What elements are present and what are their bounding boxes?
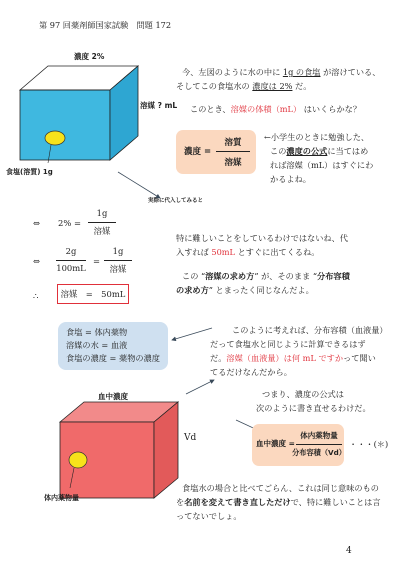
para4-line-2: 次のように書き直せるわけだ。	[256, 403, 371, 413]
calc-eq2-equals: =	[93, 256, 101, 266]
calc-symbol-1: ⇔	[33, 218, 41, 228]
vd-formula-box: 血中濃度 = 体内薬物量 分布容積（Vd）	[252, 424, 344, 466]
para3-line-4: てるだけなんだから。	[210, 367, 292, 377]
arrow-to-substitute	[118, 172, 160, 198]
calc-answer-box: 溶媒 = 50mL	[57, 284, 129, 304]
para2-line-2: 入すれば 50mL とすぐに出てくるね。	[176, 247, 320, 257]
page-number: 4	[346, 546, 352, 556]
calc-eq2-denominator-right: 溶媒	[109, 264, 127, 274]
analogy-line-2: 溶媒の水 = 血液	[66, 340, 128, 350]
page-header: 第 97 回薬剤師国家試験 問題 172	[39, 20, 172, 30]
para2-line-4: の求め方” とまったく同じなんだよ。	[176, 285, 314, 295]
intro-line-1: 今、左図のように水の中に 1g の食塩 が溶けている、	[182, 67, 381, 77]
para4-line-1: つまり、濃度の公式は	[262, 389, 344, 399]
calc-symbol-3: ∴	[33, 291, 39, 301]
arrow-to-para3	[186, 380, 214, 394]
drug-icon	[69, 452, 87, 468]
calc-symbol-2: ⇔	[33, 256, 41, 266]
figure2-vd-label: Vd	[184, 433, 197, 443]
arrow-to-analogy	[172, 328, 212, 340]
note1-line-2: この濃度の公式に当てはめ	[270, 146, 369, 156]
para5-line-1: 食塩水の場合と比べてごらん、これは同じ意味のもの	[182, 483, 379, 493]
note1-line-3: れば溶媒（mL）はすぐにわ	[270, 160, 374, 170]
intro-question: このとき、溶媒の体積（mL） はいくらかな？	[190, 104, 362, 114]
figure1-concentration-label: 濃度 2%	[74, 52, 105, 61]
fraction-bar	[296, 444, 342, 445]
calc-eq1-lhs: 2% =	[58, 218, 81, 228]
figure2-concentration-label: 血中濃度	[98, 392, 128, 401]
blood-box-figure	[56, 398, 186, 503]
calc-eq2-denominator-left: 100mL	[56, 263, 86, 273]
calc-eq2-numerator-right: 1g	[112, 246, 124, 256]
para3-line-2: だって食塩水と同じように計算できるはず	[210, 339, 366, 349]
figure1-solvent-label: 溶媒 ? mL	[140, 101, 178, 110]
formula2-tag: ・・・(＊)	[349, 439, 389, 449]
analogy-line-1: 食塩 = 体内薬物	[66, 327, 128, 337]
note1-line-4: かるよね。	[270, 174, 311, 184]
note1-line-1: ←小学生のときに勉強した、	[264, 132, 370, 142]
para5-line-3: ってないでしょ。	[176, 511, 242, 521]
para3-line-1: このように考えれば、分布容積（血液量）	[232, 325, 388, 335]
para3-line-3: だ。溶媒（血液量）は何 mL ですかって聞い	[210, 353, 376, 363]
para5-line-2: を名前を変えて書き直しただけで、特に難しいことは言	[176, 497, 381, 507]
analogy-line-3: 食塩の濃度 = 薬物の濃度	[66, 353, 160, 363]
substitute-label: 実際に代入してみると	[148, 198, 204, 204]
figure1-salt-label: 食塩(溶質) 1g	[6, 168, 53, 176]
para2-line-3: この “溶媒の求め方” が、そのまま “分布容積	[182, 271, 350, 281]
intro-line-2: そしてこの食塩水の 濃度は 2% だ。	[176, 81, 312, 91]
concentration-formula-box: 濃度 = 溶質 溶媒	[176, 130, 256, 174]
figure2-drug-label: 体内薬物量	[44, 494, 79, 502]
calc-eq2-numerator-left: 2g	[65, 246, 77, 256]
calc-eq1-numerator: 1g	[96, 208, 108, 218]
para2-line-1: 特に難しいことをしているわけではないね、代	[176, 233, 348, 243]
calc-eq1-denominator: 溶媒	[93, 226, 111, 236]
